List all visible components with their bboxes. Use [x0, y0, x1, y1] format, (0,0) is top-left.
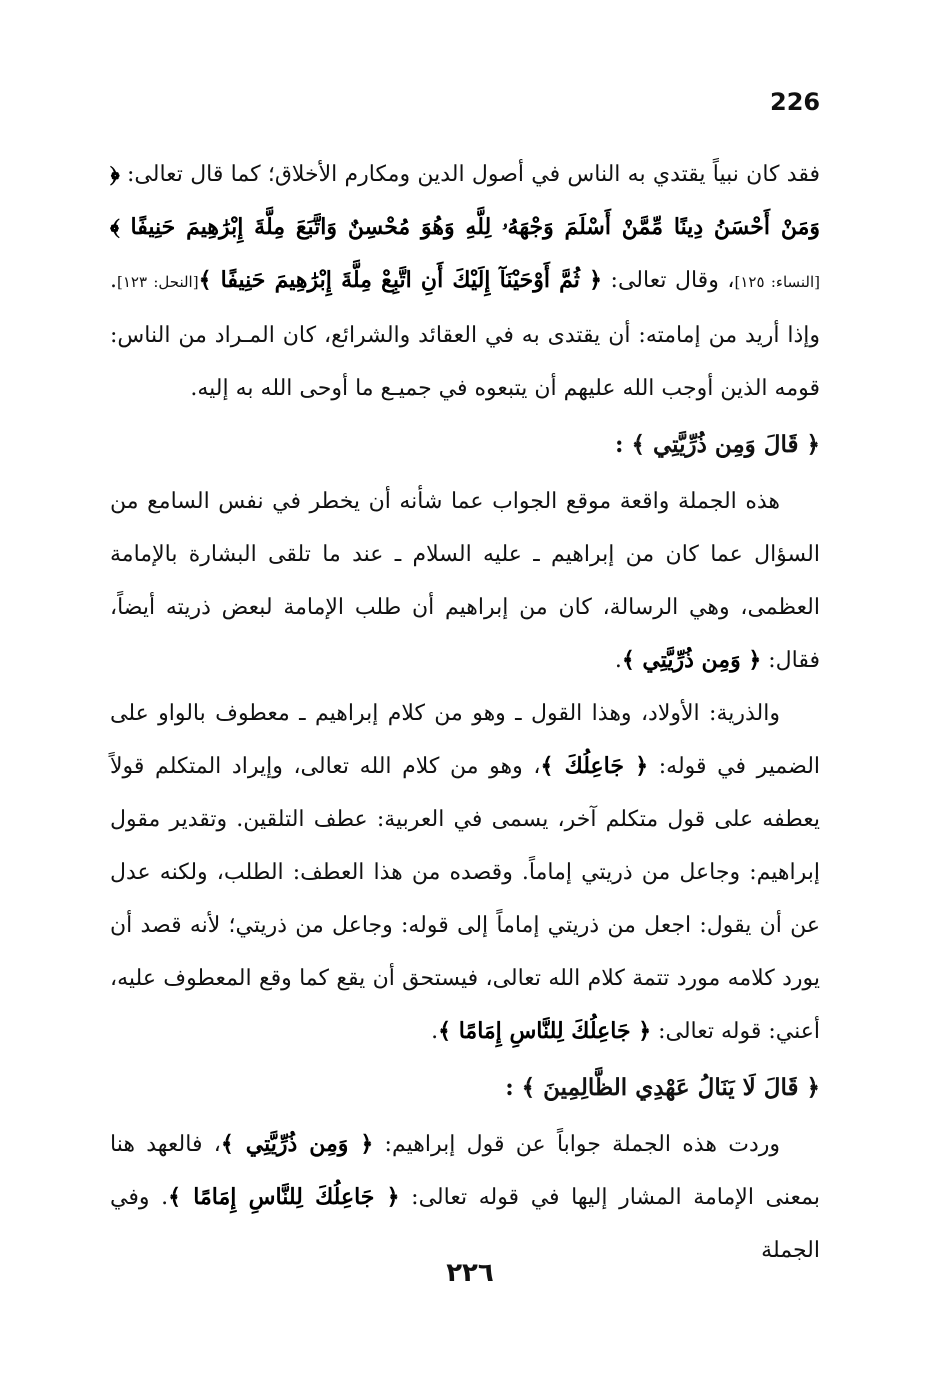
page-number-bottom: ٢٢٦: [446, 1258, 494, 1288]
quran-verse: ﴿ وَمِن ذُرِّيَّتِي ﴾: [621, 647, 762, 673]
paragraph-text: . وفي الجملة: [110, 1185, 820, 1263]
verse-reference: [النساء: ١٢٥]: [734, 273, 821, 291]
section-heading-1: ﴿ قَالَ وَمِن ذُرِّيَّتِي ﴾ :: [615, 431, 820, 458]
quran-verse: ﴿ وَمَنْ أَحْسَنُ دِينًا مِّمَّنْ أَسْلَمَ وَجْهَهُۥ لِلَّهِ وَهُوَ مُحْسِنٌ وَاتَّبَعَ مِلَّةَ إِبْرَٰهِيمَ حَنِيفًا ﴾: [110, 161, 820, 240]
paragraph-4: [110, 1118, 820, 1277]
section-heading-2: ﴿ قَالَ لَا يَنَالُ عَهْدِي الظَّالِمِينَ ﴾ :: [505, 1074, 820, 1101]
paragraph-text: .: [431, 1019, 439, 1044]
quran-verse: ﴿ جَاعِلُكَ لِلنَّاسِ إِمَامًا ﴾: [168, 1184, 400, 1210]
paragraph-text: هذه الجملة واقعة موقع الجواب عما شأنه أن يخطر في نفس السامع من السؤال عما كان من إبراهيم ـ عليه السلام ـ عند ما تلقى البشارة بالإمامة العظمى، وهي الرسالة، كان من إبراهيم أن طلب الإمامة لبعض ذريته أيضاً، فقال:: [110, 489, 820, 673]
paragraph-1: [110, 148, 820, 415]
paragraph-text: فقد كان نبياً يقتدي به الناس في أصول الدين ومكارم الأخلاق؛ كما قال تعالى:: [119, 162, 820, 187]
quran-verse: ﴿ ثُمَّ أَوْحَيْنَآ إِلَيْكَ أَنِ اتَّبِعْ مِلَّةَ إِبْرَٰهِيمَ حَنِيفًا ﴾: [198, 267, 603, 293]
paragraph-text: ، وهو من كلام الله تعالى، وإيراد المتكلم قولاً يعطفه على قول متكلم آخر، يسمى في العربية: عطف التلقين. وتقدير مقول إبراهيم: وجاعل من ذريتي إماماً. وقصده من هذا العطف: الطلب، ولكنه عدل عن أن يقول: اجعل من ذريتي إماماً إلى قوله: وجاعل من ذريتي؛ لأنه قصد أن يورد كلامه مورد تتمة كلام الله تعالى، فيستحق أن يقع كما وقع المعطوف عليه، أعني: قوله تعالى:: [110, 754, 820, 1044]
page-number-top: 226: [770, 88, 821, 116]
quran-verse: ﴿ وَمِن ذُرِّيَّتِي ﴾: [220, 1131, 374, 1157]
paragraph-text: .: [614, 648, 622, 673]
paragraph-3: [110, 687, 820, 1058]
paragraph-text: ، فالعهد هنا بمعنى الإمامة المشار إليها في قوله تعالى:: [110, 1132, 820, 1210]
paragraph-text: . وإذا أريد من إمامته: أن يقتدى به في العقائد والشرائع، كان المـراد من الناس: قومه الذين أوجب الله عليهم أن يتبعوه في جميـع ما أوحى الله به إليه.: [110, 268, 820, 401]
paragraph-2: [110, 475, 820, 687]
quran-verse: ﴿ جَاعِلُكَ ﴾: [540, 753, 649, 779]
page-body: [110, 148, 820, 1277]
quran-verse: ﴿ جَاعِلُكَ لِلنَّاسِ إِمَامًا ﴾: [438, 1018, 652, 1044]
paragraph-text: ، وقال تعالى:: [602, 268, 735, 293]
paragraph-text: وردت هذه الجملة جواباً عن قول إبراهيم:: [373, 1132, 780, 1157]
verse-reference: [النحل: ١٢٣]: [117, 273, 199, 291]
paragraph-text: والذرية: الأولاد، وهذا القول ـ وهو من كلام إبراهيم ـ معطوف بالواو على الضمير في قوله:: [110, 701, 821, 779]
